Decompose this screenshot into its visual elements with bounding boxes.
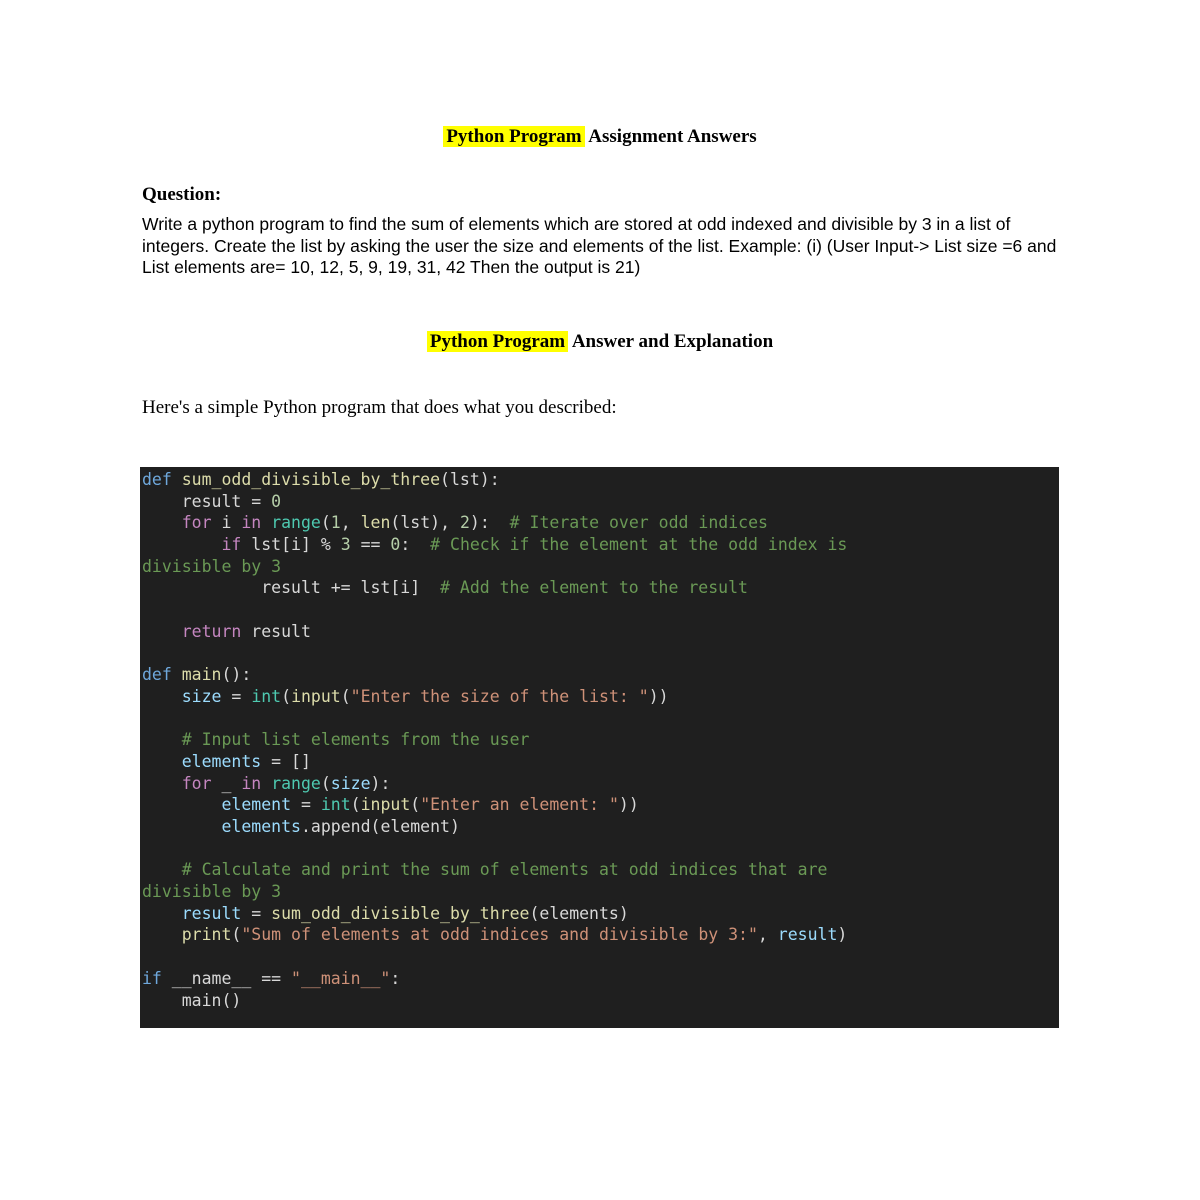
code-token xyxy=(261,513,271,532)
code-token: : xyxy=(400,535,431,555)
code-line xyxy=(140,469,1059,491)
code-token: int xyxy=(251,686,282,706)
code-token: for xyxy=(181,773,212,793)
code-token xyxy=(142,860,182,879)
code-token xyxy=(142,513,182,532)
code-token: "__main__" xyxy=(291,968,391,988)
code-line xyxy=(140,816,1059,838)
code-line xyxy=(140,708,1059,730)
code-line xyxy=(140,512,1059,534)
code-token: elements xyxy=(181,751,262,771)
code-token: range xyxy=(271,773,321,793)
code-line xyxy=(140,990,1059,1012)
code-token: 0 xyxy=(390,535,401,555)
code-token xyxy=(142,925,182,944)
code-token: "Sum of elements at odd indices and divisible by 3:" xyxy=(241,925,758,945)
code-token: .append(element) xyxy=(300,817,460,836)
code-token: print xyxy=(181,925,232,945)
code-line xyxy=(140,556,1059,578)
code-token: ( xyxy=(320,513,331,533)
code-line xyxy=(140,621,1059,643)
code-token xyxy=(142,535,221,554)
code-token xyxy=(142,622,182,641)
code-token: elements xyxy=(221,817,301,836)
code-token: "Enter an element: " xyxy=(420,795,619,815)
code-token: ): xyxy=(469,513,510,533)
code-token: ( xyxy=(320,773,331,793)
code-line xyxy=(140,534,1059,556)
code-token: range xyxy=(271,513,321,533)
code-token: # Iterate over odd indices xyxy=(509,513,768,533)
code-token: , xyxy=(757,925,778,945)
answer-title xyxy=(0,331,1200,353)
code-line xyxy=(140,751,1059,773)
code-token: in xyxy=(241,513,262,533)
title-rest: Assignment Answers xyxy=(584,126,757,147)
code-token: def xyxy=(142,470,172,489)
answer-title-highlight: Python Program xyxy=(427,331,568,352)
code-token: = xyxy=(291,795,321,815)
code-token: sum_odd_divisible_by_three xyxy=(181,470,441,489)
title-highlight: Python Program xyxy=(443,126,584,147)
code-token: if xyxy=(142,968,162,988)
code-token: _ xyxy=(211,773,242,793)
code-token xyxy=(142,817,221,836)
code-token: ): xyxy=(370,773,391,793)
code-token: def xyxy=(142,665,172,685)
code-token xyxy=(261,774,271,793)
code-line xyxy=(140,643,1059,665)
code-token: main() xyxy=(142,990,242,1010)
code-token: # Calculate and print the sum of elements at odd indices that are xyxy=(181,860,828,880)
code-token: = xyxy=(241,903,272,923)
code-token: divisible by 3 xyxy=(142,556,282,576)
code-token: main xyxy=(181,665,222,685)
code-token: , xyxy=(340,513,361,533)
code-line xyxy=(140,686,1059,708)
code-token: )) xyxy=(648,686,669,706)
code-line xyxy=(140,924,1059,946)
code-token: 3 xyxy=(340,535,351,555)
code-line xyxy=(140,577,1059,599)
code-line xyxy=(140,859,1059,881)
code-line xyxy=(140,729,1059,751)
code-token: result += lst[i] xyxy=(142,578,441,598)
code-token: len xyxy=(360,513,391,533)
code-token xyxy=(142,795,221,814)
code-token: int xyxy=(320,795,351,815)
code-token: i xyxy=(211,513,242,533)
code-token xyxy=(172,470,182,489)
code-token: if xyxy=(221,535,242,555)
code-token: ( xyxy=(410,795,421,815)
code-token: in xyxy=(241,773,262,793)
code-line xyxy=(140,881,1059,903)
code-token: 2 xyxy=(459,513,470,533)
code-token: return xyxy=(181,621,242,641)
question-text: Write a python program to find the sum of elements which are stored at odd indexed and divisible by 3 in a list of integers. Create the list by asking the user the size and elements of the list. Example: (i) (User Input-> List size =6 and List elements are= 10, 12, 5, 9, 19, 31, 42 Then the output is 21) xyxy=(142,214,1057,277)
code-token: == xyxy=(350,535,391,555)
code-token: size xyxy=(330,773,371,793)
code-line xyxy=(140,773,1059,795)
code-token xyxy=(142,752,182,771)
code-line xyxy=(140,903,1059,925)
code-token: (lst): xyxy=(440,470,500,489)
code-token: = [] xyxy=(261,751,311,771)
code-token: __name__ == xyxy=(161,968,292,988)
code-token: for xyxy=(181,513,212,533)
code-token: lst[i] % xyxy=(241,535,341,555)
code-token: input xyxy=(360,795,411,815)
code-token xyxy=(142,687,182,706)
code-token: sum_odd_divisible_by_three xyxy=(271,903,530,923)
code-line xyxy=(140,491,1059,513)
code-token: size xyxy=(181,686,222,706)
assignment-title xyxy=(0,126,1200,148)
code-line xyxy=(140,838,1059,860)
code-line xyxy=(140,599,1059,621)
code-token: (lst), xyxy=(390,513,460,533)
intro-text: Here's a simple Python program that does what you described: xyxy=(142,397,617,418)
code-line xyxy=(140,794,1059,816)
code-token: result = xyxy=(142,491,272,511)
code-token: = xyxy=(221,686,252,706)
code-token: ( xyxy=(281,686,292,706)
code-token: 1 xyxy=(330,513,341,533)
code-token: # Check if the element at the odd index is xyxy=(430,535,848,555)
code-token xyxy=(142,774,182,793)
code-block xyxy=(140,467,1059,1028)
code-token: result xyxy=(241,621,311,641)
answer-title-rest: Answer and Explanation xyxy=(568,331,774,352)
question-label: Question: xyxy=(142,184,222,205)
code-token: divisible by 3 xyxy=(142,882,282,902)
code-token: ( xyxy=(231,925,242,945)
code-token: result xyxy=(777,925,838,945)
code-token: )) xyxy=(618,795,639,815)
code-line xyxy=(140,664,1059,686)
code-token: (): xyxy=(221,665,252,685)
code-token: # Input list elements from the user xyxy=(181,730,530,750)
code-token: input xyxy=(291,686,341,706)
code-token: # Add the element to the result xyxy=(440,578,748,598)
code-token: 0 xyxy=(271,491,282,511)
code-token xyxy=(142,730,182,749)
code-token: (elements) xyxy=(529,903,629,923)
code-line xyxy=(140,946,1059,968)
code-token: ) xyxy=(837,925,848,945)
code-token xyxy=(142,904,182,923)
code-token: "Enter the size of the list: " xyxy=(350,686,649,706)
code-token: result xyxy=(181,903,242,923)
code-token xyxy=(172,665,182,684)
code-token: ( xyxy=(340,686,351,706)
code-token: element xyxy=(221,795,292,815)
code-token: ( xyxy=(350,795,361,815)
code-line xyxy=(140,968,1059,990)
code-token: : xyxy=(390,968,401,988)
